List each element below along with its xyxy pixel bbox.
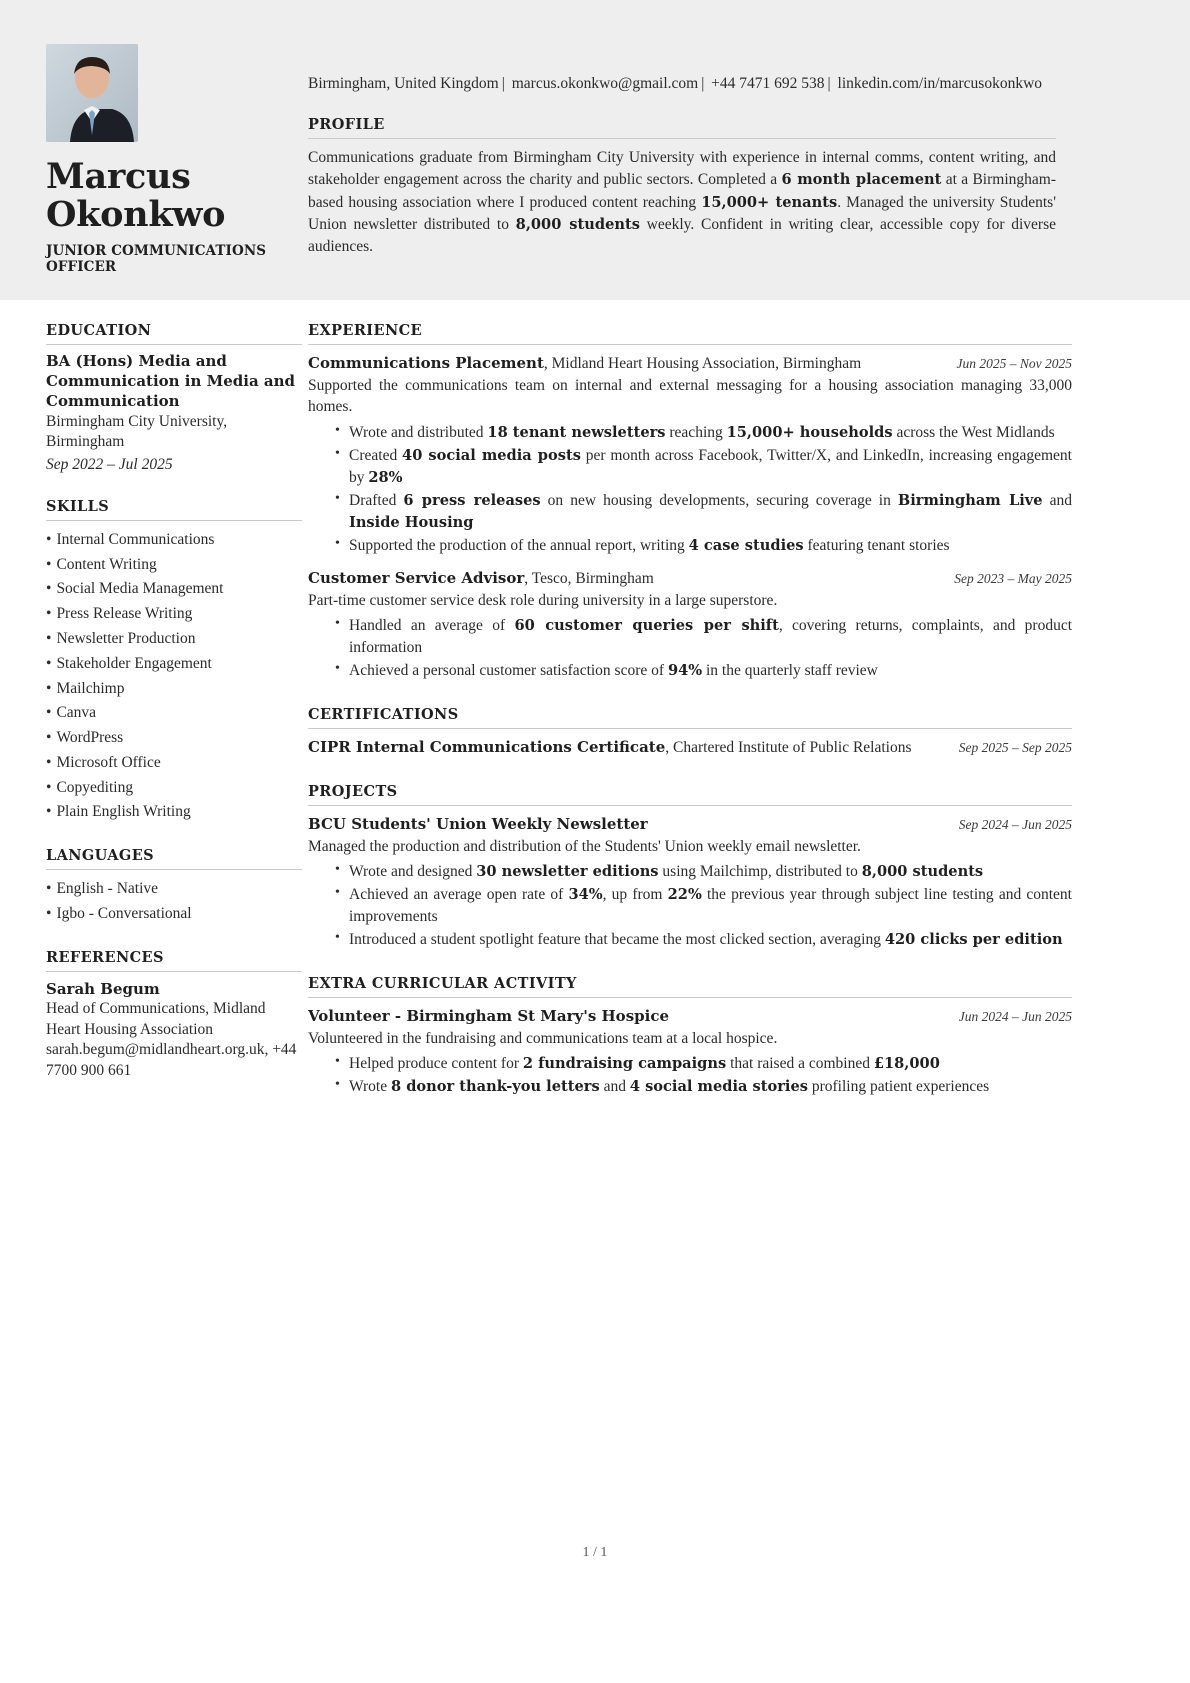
- avatar: [46, 44, 138, 142]
- sidebar: [0, 300, 300, 1104]
- entry-bullets: [308, 615, 1072, 682]
- entry-description: Part-time customer service desk role during university in a large superstore.: [308, 591, 778, 609]
- section-heading-education: EDUCATION: [46, 322, 302, 345]
- resume-header: [0, 0, 1190, 300]
- bullet-item: • Handled an average of 60 customer queries per shift, covering returns, complaints, and product information: [335, 615, 1072, 659]
- bullet-item: • Introduced a student spotlight feature that became the most clicked section, averaging 420 clicks per edition: [335, 929, 1072, 951]
- skills-list: [46, 528, 302, 826]
- section-heading-experience: EXPERIENCE: [308, 322, 1072, 345]
- list-item: • English - Native: [46, 877, 302, 902]
- projects-section: [308, 783, 1072, 951]
- entry-dates: Sep 2024 – Jun 2025: [958, 816, 1072, 832]
- entry-dates: Sep 2023 – May 2025: [954, 570, 1072, 586]
- entry-bullets: [308, 422, 1072, 557]
- entry-title: Customer Service Advisor, Tesco, Birmingham: [308, 568, 654, 587]
- entry-title: Volunteer - Birmingham St Mary's Hospice: [308, 1007, 669, 1026]
- education-dates: Sep 2022 – Jul 2025: [46, 456, 173, 474]
- education-degree: BA (Hons) Media and Communication in Media and Communication: [46, 352, 296, 410]
- contact-linkedin[interactable]: linkedin.com/in/marcusokonkwo: [837, 75, 1043, 92]
- last-name: Okonkwo: [46, 193, 226, 235]
- languages-list: [46, 877, 302, 927]
- entry-bullets: [308, 1053, 1072, 1098]
- extra-curricular-entries: [308, 1006, 1072, 1098]
- reference-role: Head of Communications, Midland Heart Housing Association: [46, 1000, 266, 1038]
- bullet-item: • Supported the production of the annual report, writing 4 case studies featuring tenant stories: [335, 535, 1072, 557]
- section-heading-profile: PROFILE: [308, 116, 1056, 139]
- list-item: • Stakeholder Engagement: [46, 652, 302, 677]
- languages-section: [46, 847, 302, 927]
- entry-description: Managed the production and distribution of the Students' Union weekly email newsletter.: [308, 837, 861, 855]
- bullet-item: • Drafted 6 press releases on new housing developments, securing coverage in Birmingham Live and Inside Housing: [335, 490, 1072, 534]
- list-item: • Igbo - Conversational: [46, 902, 302, 927]
- bullet-item: • Wrote 8 donor thank-you letters and 4 social media stories profiling patient experiences: [335, 1076, 1072, 1098]
- projects-entries: [308, 814, 1072, 951]
- skills-section: [46, 498, 302, 826]
- entry-description: Supported the communications team on internal and external messaging for a housing association managing 33,000 homes.: [308, 376, 1072, 416]
- section-heading-extra-curricular: EXTRA CURRICULAR ACTIVITY: [308, 975, 1072, 998]
- entry: [308, 737, 1072, 759]
- entry-dates: Jun 2025 – Nov 2025: [956, 356, 1072, 371]
- entry-header: [308, 353, 1072, 375]
- experience-section: [308, 322, 1072, 682]
- entry-header: [308, 737, 1072, 759]
- contact-separator-3: |: [827, 75, 831, 92]
- entry: [308, 814, 1072, 951]
- list-item: • Plain English Writing: [46, 800, 302, 825]
- list-item: • WordPress: [46, 726, 302, 751]
- header-identity: [0, 0, 300, 300]
- entry: [308, 568, 1072, 682]
- contact-separator-2: |: [701, 75, 705, 92]
- page-indicator: 1 / 1: [582, 1545, 608, 1560]
- section-heading-skills: SKILLS: [46, 498, 302, 521]
- contact-phone[interactable]: +44 7471 692 538: [711, 75, 825, 92]
- list-item: • Press Release Writing: [46, 602, 302, 627]
- entry: [308, 353, 1072, 557]
- references-section: [46, 949, 302, 1082]
- list-item: • Mailchimp: [46, 677, 302, 702]
- entry-header: [308, 814, 1072, 836]
- entry-title: Communications Placement, Midland Heart Housing Association, Birmingham: [308, 354, 862, 372]
- list-item: • Copyediting: [46, 776, 302, 801]
- bullet-item: • Achieved an average open rate of 34%, up from 22% the previous year through subject line testing and content improvements: [335, 884, 1072, 928]
- list-item: • Canva: [46, 701, 302, 726]
- entry: [308, 1006, 1072, 1098]
- contact-info: [308, 72, 1056, 96]
- first-name: Marcus: [46, 156, 191, 197]
- bullet-item: • Created 40 social media posts per month across Facebook, Twitter/X, and LinkedIn, increasing engagement by 28%: [335, 445, 1072, 489]
- page-footer: [0, 1545, 1190, 1561]
- entry-header: [308, 1006, 1072, 1028]
- bullet-item: • Helped produce content for 2 fundraising campaigns that raised a combined £18,000: [335, 1053, 1072, 1075]
- entry-title: BCU Students' Union Weekly Newsletter: [308, 814, 648, 833]
- experience-entries: [308, 353, 1072, 682]
- section-heading-certifications: CERTIFICATIONS: [308, 706, 1072, 729]
- list-item: • Social Media Management: [46, 577, 302, 602]
- contact-location: Birmingham, United Kingdom: [308, 75, 499, 92]
- profile-section: [308, 116, 1056, 259]
- main-column: [300, 300, 1190, 1122]
- job-title: JUNIOR COMMUNICATIONS OFFICER: [46, 242, 267, 276]
- extra-curricular-section: [308, 975, 1072, 1098]
- list-item: • Internal Communications: [46, 528, 302, 553]
- entry-title: CIPR Internal Communications Certificate, Chartered Institute of Public Relations: [308, 737, 912, 756]
- section-heading-references: REFERENCES: [46, 949, 302, 972]
- entry-dates: Jun 2024 – Jun 2025: [958, 1009, 1072, 1025]
- header-details: [300, 0, 1190, 300]
- profile-text: Communications graduate from Birmingham City University with experience in internal comms, content writing, and stakeholder engagement across the charity and public sectors. Completed a 6 month placement at a Birmingham-based housing association where I produced content reaching 15,000+ tenants. Managed the university Students' Union newsletter distributed to 8,000 students weekly. Confident in writing clear, accessible copy for diverse audiences.: [308, 149, 1056, 256]
- list-item: • Content Writing: [46, 553, 302, 578]
- entry-header: [308, 568, 1072, 590]
- section-heading-projects: PROJECTS: [308, 783, 1072, 806]
- bullet-item: • Achieved a personal customer satisfaction score of 94% in the quarterly staff review: [335, 660, 1072, 682]
- contact-separator-1: |: [501, 75, 505, 92]
- entry-bullets: [308, 861, 1072, 951]
- reference-contact: sarah.begum@midlandheart.org.uk, +44 7700 900 661: [46, 1041, 297, 1079]
- education-school: Birmingham City University, Birmingham: [46, 412, 228, 451]
- page-title: [46, 158, 300, 234]
- entry-dates: Sep 2025 – Sep 2025: [958, 739, 1072, 755]
- section-heading-languages: LANGUAGES: [46, 847, 302, 870]
- bullet-item: • Wrote and designed 30 newsletter editions using Mailchimp, distributed to 8,000 students: [335, 861, 1072, 883]
- bullet-item: • Wrote and distributed 18 tenant newsletters reaching 15,000+ households across the West Midlands: [335, 422, 1072, 444]
- contact-email[interactable]: marcus.okonkwo@gmail.com: [511, 75, 699, 92]
- certifications-entries: [308, 737, 1072, 759]
- list-item: • Newsletter Production: [46, 627, 302, 652]
- reference-name: Sarah Begum: [46, 979, 160, 998]
- resume-body: [0, 300, 1190, 1122]
- list-item: • Microsoft Office: [46, 751, 302, 776]
- certifications-section: [308, 706, 1072, 759]
- education-section: [46, 322, 302, 476]
- entry-description: Volunteered in the fundraising and communications team at a local hospice.: [308, 1030, 778, 1048]
